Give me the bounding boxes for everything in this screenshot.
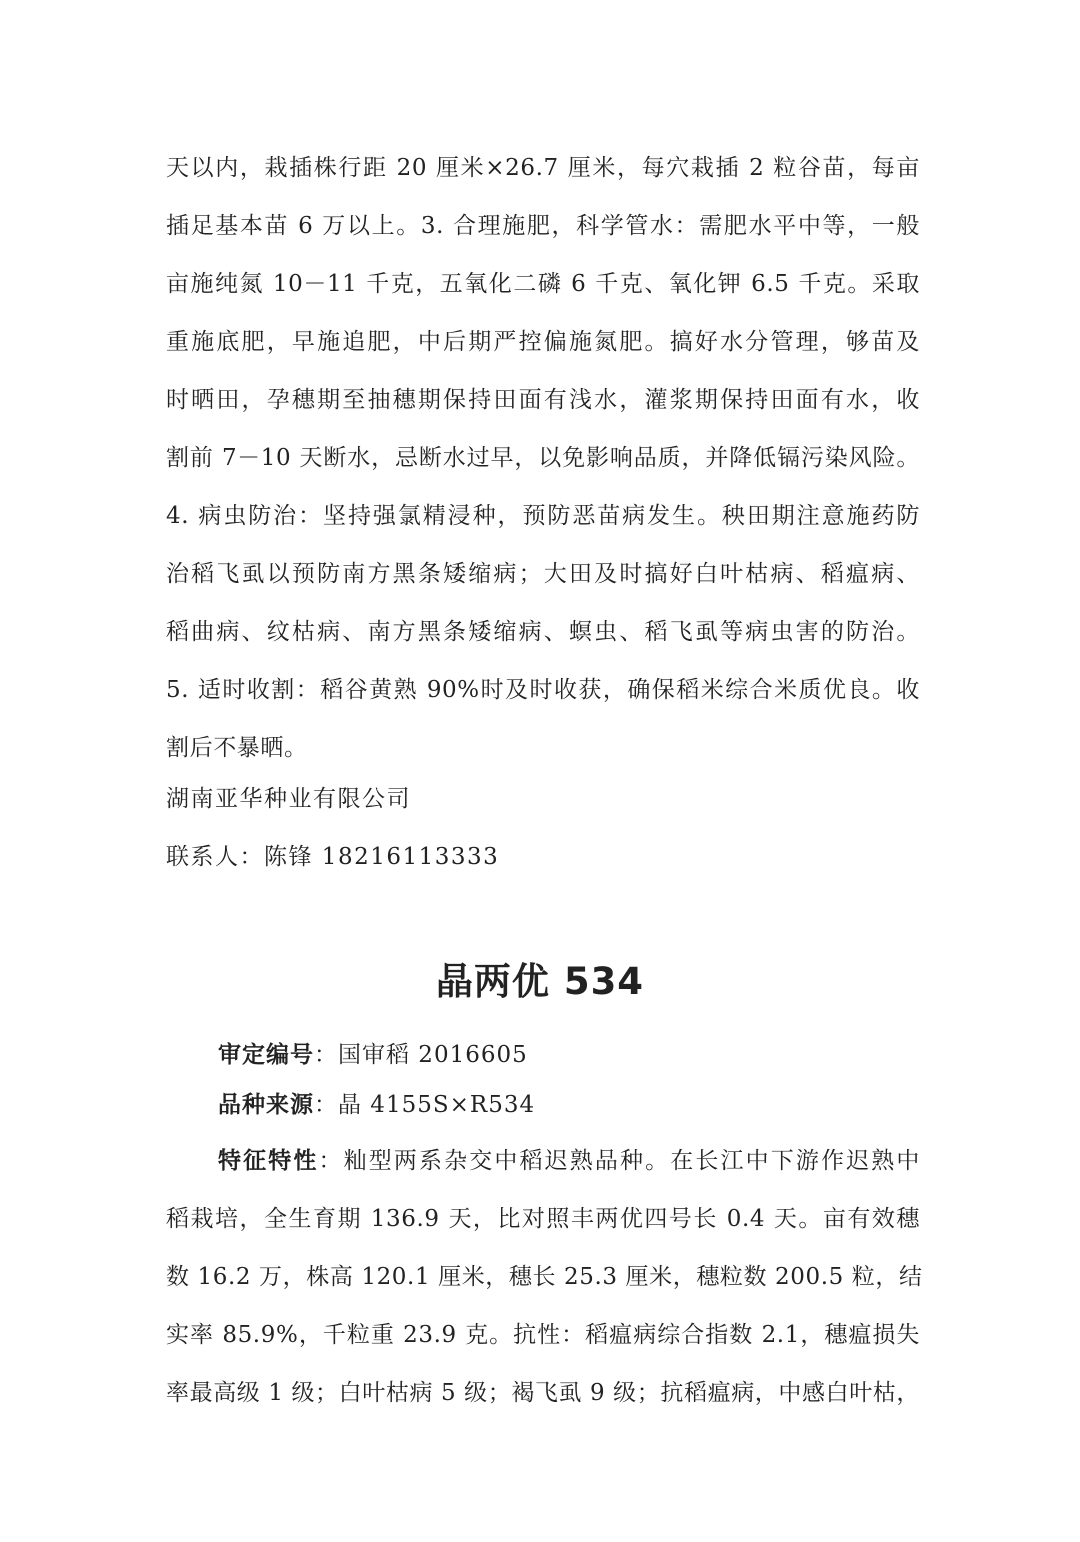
approval-number-label: 审定编号 bbox=[218, 1042, 314, 1068]
text-line bbox=[166, 1132, 920, 1190]
approval-number-value: ：国审稻 2016605 bbox=[314, 1042, 528, 1068]
company-name: 湖南亚华种业有限公司 bbox=[166, 786, 411, 812]
text-line: 4. 病虫防治：坚持强氯精浸种，预防恶苗病发生。秧田期注意施药防 bbox=[166, 503, 920, 529]
traits-first-line-text: ：籼型两系杂交中稻迟熟品种。在长江中下游作迟熟中 bbox=[318, 1148, 921, 1174]
text-line: 插足基本苗 6 万以上。3. 合理施肥，科学管水：需肥水平中等，一般 bbox=[166, 213, 920, 239]
text-line: 时晒田，孕穗期至抽穗期保持田面有浅水，灌浆期保持田面有水，收 bbox=[166, 387, 920, 413]
approval-number-field bbox=[218, 1030, 528, 1080]
cultivation-paragraph bbox=[166, 139, 920, 777]
text-line: 割前 7－10 天断水，忌断水过早，以免影响品质，并降低镉污染风险。 bbox=[166, 445, 920, 471]
variety-title: 晶两优 534 bbox=[435, 960, 645, 1003]
variety-source-field bbox=[218, 1080, 535, 1130]
text-line: 实率 85.9%，千粒重 23.9 克。抗性：稻瘟病综合指数 2.1，穗瘟损失 bbox=[166, 1322, 920, 1348]
traits-paragraph bbox=[166, 1132, 923, 1422]
text-line: 天以内，栽插株行距 20 厘米×26.7 厘米，每穴栽插 2 粒谷苗，每亩 bbox=[166, 155, 920, 181]
text-line: 数 16.2 万，株高 120.1 厘米，穗长 25.3 厘米，穗粒数 200.5 粒，结 bbox=[166, 1264, 923, 1290]
text-line: 治稻飞虱以预防南方黑条矮缩病；大田及时搞好白叶枯病、稻瘟病、 bbox=[166, 561, 920, 587]
text-line: 重施底肥，早施追肥，中后期严控偏施氮肥。搞好水分管理，够苗及 bbox=[166, 329, 920, 355]
text-line: 5. 适时收割：稻谷黄熟 90%时及时收获，确保稻米综合米质优良。收 bbox=[166, 677, 920, 703]
contact-line: 联系人：陈锋 18216113333 bbox=[166, 844, 500, 870]
variety-source-label: 品种来源 bbox=[218, 1092, 314, 1118]
traits-label: 特征特性 bbox=[218, 1148, 319, 1174]
text-line: 率最高级 1 级；白叶枯病 5 级；褐飞虱 9 级；抗稻瘟病，中感白叶枯， bbox=[166, 1380, 920, 1406]
text-line: 亩施纯氮 10－11 千克，五氧化二磷 6 千克、氧化钾 6.5 千克。采取 bbox=[166, 271, 920, 297]
text-line: 稻曲病、纹枯病、南方黑条矮缩病、螟虫、稻飞虱等病虫害的防治。 bbox=[166, 619, 920, 645]
variety-source-value: ：晶 4155S×R534 bbox=[314, 1092, 536, 1118]
text-line: 稻栽培，全生育期 136.9 天，比对照丰两优四号长 0.4 天。亩有效穗 bbox=[166, 1206, 920, 1232]
text-line: 割后不暴晒。 bbox=[166, 735, 308, 761]
